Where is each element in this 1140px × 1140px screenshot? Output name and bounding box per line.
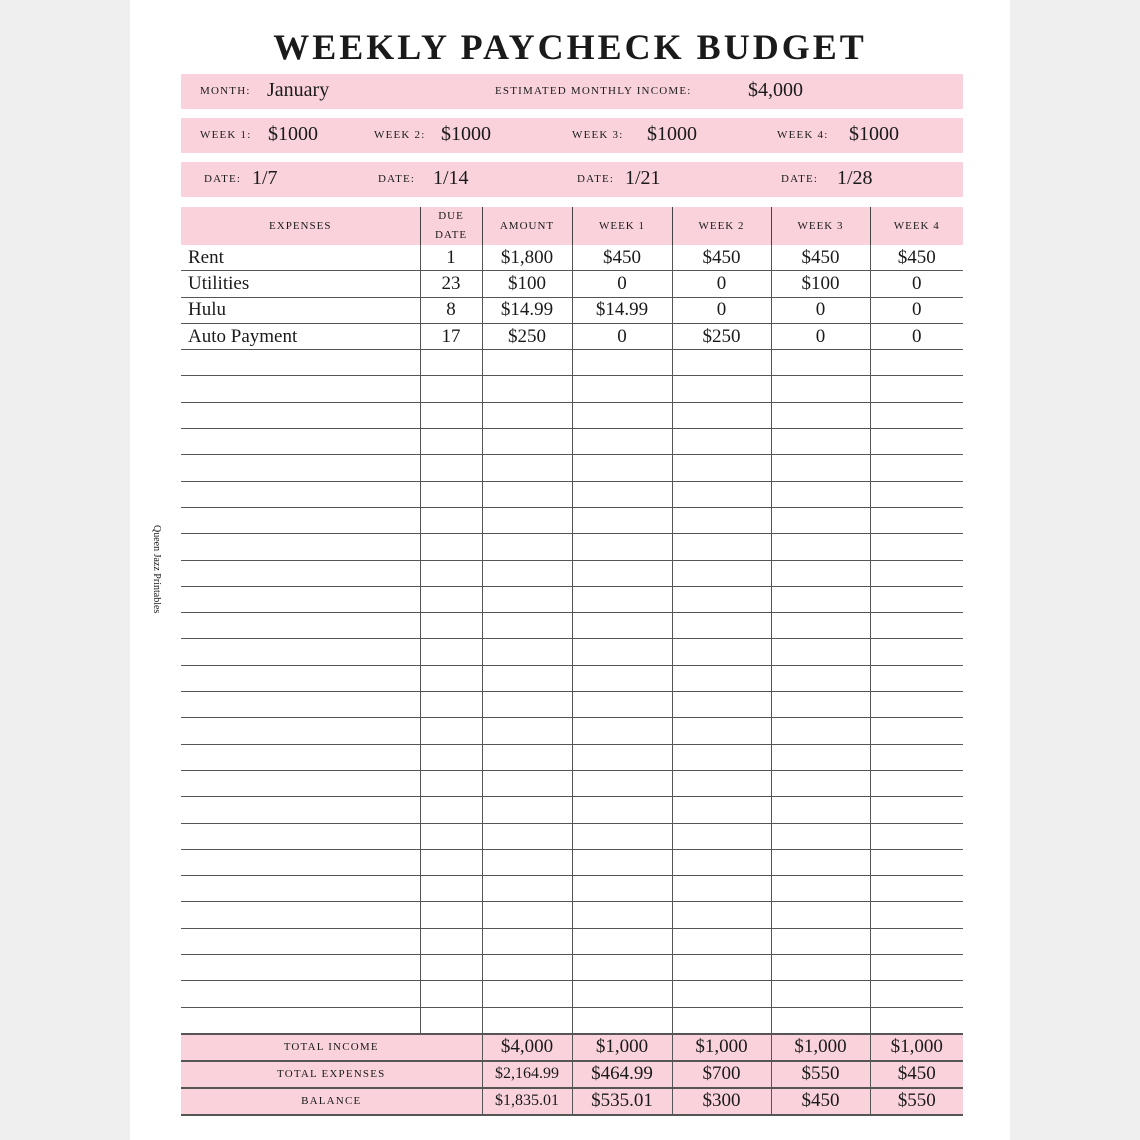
table-cell[interactable]: $14.99 (482, 297, 572, 323)
empty-cell[interactable] (482, 981, 572, 1007)
totals-value[interactable]: $700 (672, 1061, 771, 1088)
empty-cell[interactable] (870, 823, 963, 849)
empty-cell[interactable] (482, 507, 572, 533)
empty-expense-row (181, 692, 963, 718)
empty-cell[interactable] (870, 507, 963, 533)
empty-cell[interactable] (181, 402, 420, 428)
empty-cell[interactable] (482, 718, 572, 744)
empty-cell[interactable] (572, 613, 672, 639)
table-cell[interactable]: Utilities (181, 271, 420, 297)
week4-value[interactable]: $1000 (849, 123, 899, 145)
empty-cell[interactable] (870, 402, 963, 428)
empty-cell[interactable] (672, 692, 771, 718)
totals-value[interactable]: $1,000 (771, 1034, 870, 1061)
empty-cell[interactable] (771, 586, 870, 612)
empty-cell[interactable] (672, 770, 771, 796)
empty-cell[interactable] (181, 902, 420, 928)
table-cell[interactable]: $14.99 (572, 297, 672, 323)
column-header: WEEK 4 (870, 207, 963, 245)
empty-expense-row (181, 350, 963, 376)
empty-expense-row (181, 376, 963, 402)
empty-cell[interactable] (482, 823, 572, 849)
totals-row (181, 1034, 963, 1061)
empty-cell[interactable] (420, 429, 482, 455)
empty-cell[interactable] (420, 665, 482, 691)
empty-cell[interactable] (771, 876, 870, 902)
empty-cell[interactable] (572, 928, 672, 954)
empty-cell[interactable] (420, 876, 482, 902)
empty-cell[interactable] (420, 955, 482, 981)
empty-cell[interactable] (870, 350, 963, 376)
empty-cell[interactable] (771, 560, 870, 586)
table-cell[interactable]: 0 (771, 297, 870, 323)
empty-expense-row (181, 507, 963, 533)
empty-cell[interactable] (181, 507, 420, 533)
column-header: DUE DATE (420, 207, 482, 245)
totals-value[interactable]: $550 (870, 1088, 963, 1115)
empty-cell[interactable] (572, 534, 672, 560)
empty-expense-row (181, 613, 963, 639)
empty-cell[interactable] (482, 402, 572, 428)
totals-value[interactable]: $4,000 (482, 1034, 572, 1061)
empty-cell[interactable] (870, 429, 963, 455)
empty-cell[interactable] (771, 376, 870, 402)
table-cell[interactable]: 0 (870, 271, 963, 297)
empty-cell[interactable] (870, 902, 963, 928)
empty-cell[interactable] (870, 770, 963, 796)
empty-cell[interactable] (420, 455, 482, 481)
totals-value[interactable]: $2,164.99 (482, 1061, 572, 1088)
income-value[interactable]: $4,000 (748, 79, 803, 101)
empty-expense-row (181, 402, 963, 428)
week3-value[interactable]: $1000 (647, 123, 697, 145)
empty-cell[interactable] (181, 770, 420, 796)
empty-cell[interactable] (420, 560, 482, 586)
empty-cell[interactable] (482, 534, 572, 560)
week4-label: WEEK 4: (777, 129, 829, 141)
table-cell[interactable]: 23 (420, 271, 482, 297)
empty-cell[interactable] (181, 481, 420, 507)
empty-cell[interactable] (870, 876, 963, 902)
empty-cell[interactable] (572, 376, 672, 402)
table-cell[interactable]: Rent (181, 245, 420, 271)
empty-cell[interactable] (420, 507, 482, 533)
empty-cell[interactable] (870, 586, 963, 612)
table-cell[interactable]: 0 (870, 323, 963, 349)
empty-cell[interactable] (181, 1007, 420, 1034)
empty-cell[interactable] (181, 849, 420, 875)
empty-expense-row (181, 797, 963, 823)
month-income-band (181, 74, 963, 109)
date2-label: DATE: (378, 173, 416, 185)
empty-cell[interactable] (482, 586, 572, 612)
empty-cell[interactable] (572, 876, 672, 902)
empty-cell[interactable] (870, 376, 963, 402)
empty-cell[interactable] (672, 376, 771, 402)
empty-cell[interactable] (771, 981, 870, 1007)
empty-cell[interactable] (870, 718, 963, 744)
empty-cell[interactable] (572, 455, 672, 481)
empty-cell[interactable] (420, 692, 482, 718)
expense-row (181, 297, 963, 323)
empty-cell[interactable] (771, 902, 870, 928)
empty-cell[interactable] (572, 718, 672, 744)
empty-cell[interactable] (420, 849, 482, 875)
totals-value[interactable]: $450 (771, 1088, 870, 1115)
income-label: ESTIMATED MONTHLY INCOME: (495, 85, 692, 97)
empty-cell[interactable] (420, 902, 482, 928)
empty-cell[interactable] (420, 350, 482, 376)
empty-cell[interactable] (420, 402, 482, 428)
empty-cell[interactable] (181, 429, 420, 455)
empty-cell[interactable] (572, 744, 672, 770)
empty-expense-row (181, 744, 963, 770)
empty-cell[interactable] (420, 770, 482, 796)
empty-cell[interactable] (771, 455, 870, 481)
totals-value[interactable]: $300 (672, 1088, 771, 1115)
empty-cell[interactable] (181, 718, 420, 744)
totals-row (181, 1061, 963, 1088)
empty-cell[interactable] (482, 560, 572, 586)
empty-cell[interactable] (572, 481, 672, 507)
empty-cell[interactable] (572, 823, 672, 849)
week1-label: WEEK 1: (200, 129, 252, 141)
empty-cell[interactable] (420, 376, 482, 402)
empty-cell[interactable] (420, 639, 482, 665)
empty-expense-row (181, 481, 963, 507)
empty-cell[interactable] (482, 744, 572, 770)
empty-cell[interactable] (870, 455, 963, 481)
empty-expense-row (181, 770, 963, 796)
empty-cell[interactable] (870, 534, 963, 560)
empty-cell[interactable] (572, 692, 672, 718)
expense-row (181, 245, 963, 271)
empty-expense-row (181, 849, 963, 875)
empty-cell[interactable] (672, 744, 771, 770)
totals-value[interactable]: $464.99 (572, 1061, 672, 1088)
totals-row (181, 1088, 963, 1115)
empty-cell[interactable] (181, 613, 420, 639)
date1-label: DATE: (204, 173, 242, 185)
empty-expense-row (181, 586, 963, 612)
empty-cell[interactable] (771, 507, 870, 533)
empty-cell[interactable] (482, 955, 572, 981)
column-header: EXPENSES (181, 207, 420, 245)
empty-cell[interactable] (181, 981, 420, 1007)
empty-cell[interactable] (420, 534, 482, 560)
totals-value[interactable]: $1,000 (672, 1034, 771, 1061)
empty-cell[interactable] (572, 350, 672, 376)
empty-cell[interactable] (771, 849, 870, 875)
month-label: MONTH: (200, 85, 251, 97)
table-cell[interactable]: $250 (482, 323, 572, 349)
empty-cell[interactable] (771, 797, 870, 823)
empty-cell[interactable] (181, 744, 420, 770)
empty-cell[interactable] (420, 823, 482, 849)
empty-cell[interactable] (672, 849, 771, 875)
table-cell[interactable]: $450 (672, 245, 771, 271)
empty-cell[interactable] (572, 429, 672, 455)
empty-cell[interactable] (771, 534, 870, 560)
week1-value[interactable]: $1000 (268, 123, 318, 145)
empty-cell[interactable] (420, 797, 482, 823)
empty-cell[interactable] (482, 613, 572, 639)
empty-cell[interactable] (572, 849, 672, 875)
empty-cell[interactable] (181, 639, 420, 665)
empty-cell[interactable] (482, 350, 572, 376)
empty-cell[interactable] (672, 429, 771, 455)
empty-cell[interactable] (771, 481, 870, 507)
empty-cell[interactable] (181, 928, 420, 954)
table-cell[interactable]: 0 (572, 271, 672, 297)
empty-cell[interactable] (672, 402, 771, 428)
empty-cell[interactable] (572, 507, 672, 533)
empty-cell[interactable] (771, 1007, 870, 1034)
empty-expense-row (181, 981, 963, 1007)
totals-label: TOTAL EXPENSES (181, 1061, 482, 1088)
week3-label: WEEK 3: (572, 129, 624, 141)
empty-cell[interactable] (482, 481, 572, 507)
empty-cell[interactable] (181, 560, 420, 586)
weekly-income-band (181, 118, 963, 153)
expenses-table (181, 207, 963, 1116)
table-cell[interactable]: $450 (870, 245, 963, 271)
table-cell[interactable]: 8 (420, 297, 482, 323)
date1-value[interactable]: 1/7 (252, 167, 278, 189)
budget-page (130, 0, 1010, 1140)
empty-cell[interactable] (870, 981, 963, 1007)
totals-value[interactable]: $450 (870, 1061, 963, 1088)
empty-cell[interactable] (771, 955, 870, 981)
empty-cell[interactable] (672, 665, 771, 691)
empty-cell[interactable] (181, 586, 420, 612)
table-cell[interactable]: 0 (870, 297, 963, 323)
empty-cell[interactable] (870, 481, 963, 507)
date3-label: DATE: (577, 173, 615, 185)
empty-cell[interactable] (870, 665, 963, 691)
table-cell[interactable]: Hulu (181, 297, 420, 323)
empty-cell[interactable] (181, 665, 420, 691)
empty-cell[interactable] (672, 876, 771, 902)
empty-expense-row (181, 560, 963, 586)
empty-cell[interactable] (870, 955, 963, 981)
column-header: WEEK 3 (771, 207, 870, 245)
table-cell[interactable]: 0 (572, 323, 672, 349)
empty-cell[interactable] (420, 481, 482, 507)
dates-band (181, 162, 963, 197)
table-cell[interactable]: Auto Payment (181, 323, 420, 349)
empty-cell[interactable] (771, 744, 870, 770)
table-header-row (181, 207, 963, 245)
empty-cell[interactable] (420, 613, 482, 639)
empty-cell[interactable] (672, 507, 771, 533)
empty-cell[interactable] (572, 955, 672, 981)
empty-cell[interactable] (771, 928, 870, 954)
empty-cell[interactable] (181, 823, 420, 849)
empty-cell[interactable] (870, 928, 963, 954)
totals-value[interactable]: $535.01 (572, 1088, 672, 1115)
empty-cell[interactable] (420, 928, 482, 954)
month-value[interactable]: January (267, 79, 330, 101)
empty-cell[interactable] (771, 692, 870, 718)
empty-cell[interactable] (482, 455, 572, 481)
empty-cell[interactable] (672, 797, 771, 823)
empty-cell[interactable] (420, 718, 482, 744)
table-cell[interactable]: $250 (672, 323, 771, 349)
empty-cell[interactable] (771, 718, 870, 744)
empty-expense-row (181, 1007, 963, 1034)
empty-cell[interactable] (672, 560, 771, 586)
empty-cell[interactable] (771, 613, 870, 639)
empty-cell[interactable] (181, 876, 420, 902)
empty-cell[interactable] (572, 665, 672, 691)
empty-cell[interactable] (672, 902, 771, 928)
empty-cell[interactable] (181, 455, 420, 481)
empty-cell[interactable] (672, 1007, 771, 1034)
totals-label: BALANCE (181, 1088, 482, 1115)
empty-expense-row (181, 639, 963, 665)
empty-cell[interactable] (870, 1007, 963, 1034)
empty-expense-row (181, 665, 963, 691)
empty-cell[interactable] (870, 639, 963, 665)
empty-cell[interactable] (870, 613, 963, 639)
empty-cell[interactable] (870, 744, 963, 770)
date3-value[interactable]: 1/21 (625, 167, 661, 189)
empty-cell[interactable] (482, 928, 572, 954)
column-header: AMOUNT (482, 207, 572, 245)
empty-cell[interactable] (672, 639, 771, 665)
table-cell[interactable]: $1,800 (482, 245, 572, 271)
date2-value[interactable]: 1/14 (433, 167, 469, 189)
empty-cell[interactable] (572, 981, 672, 1007)
totals-value[interactable]: $1,000 (870, 1034, 963, 1061)
table-cell[interactable]: 1 (420, 245, 482, 271)
empty-cell[interactable] (572, 770, 672, 796)
week2-value[interactable]: $1000 (441, 123, 491, 145)
empty-cell[interactable] (672, 534, 771, 560)
empty-cell[interactable] (672, 455, 771, 481)
table-cell[interactable]: $100 (482, 271, 572, 297)
empty-cell[interactable] (771, 350, 870, 376)
empty-cell[interactable] (672, 350, 771, 376)
date4-label: DATE: (781, 173, 819, 185)
empty-cell[interactable] (181, 955, 420, 981)
empty-expense-row (181, 876, 963, 902)
table-cell[interactable]: $450 (572, 245, 672, 271)
empty-cell[interactable] (482, 639, 572, 665)
empty-cell[interactable] (870, 797, 963, 823)
empty-cell[interactable] (482, 1007, 572, 1034)
expense-row (181, 271, 963, 297)
empty-expense-row (181, 429, 963, 455)
empty-cell[interactable] (482, 376, 572, 402)
empty-cell[interactable] (771, 665, 870, 691)
empty-cell[interactable] (572, 902, 672, 928)
empty-cell[interactable] (482, 429, 572, 455)
page-title: WEEKLY PAYCHECK BUDGET (273, 27, 867, 67)
table-cell[interactable]: $100 (771, 271, 870, 297)
empty-cell[interactable] (181, 350, 420, 376)
empty-cell[interactable] (181, 534, 420, 560)
empty-cell[interactable] (572, 639, 672, 665)
empty-cell[interactable] (420, 586, 482, 612)
table-cell[interactable]: 0 (672, 271, 771, 297)
empty-cell[interactable] (870, 692, 963, 718)
empty-cell[interactable] (771, 770, 870, 796)
table-cell[interactable]: 0 (672, 297, 771, 323)
table-cell[interactable]: 0 (771, 323, 870, 349)
empty-cell[interactable] (672, 955, 771, 981)
expense-row (181, 323, 963, 349)
empty-cell[interactable] (482, 692, 572, 718)
empty-cell[interactable] (672, 481, 771, 507)
totals-value[interactable]: $1,835.01 (482, 1088, 572, 1115)
empty-cell[interactable] (672, 586, 771, 612)
empty-expense-row (181, 928, 963, 954)
empty-cell[interactable] (482, 797, 572, 823)
empty-cell[interactable] (482, 665, 572, 691)
empty-cell[interactable] (771, 823, 870, 849)
empty-cell[interactable] (572, 797, 672, 823)
empty-cell[interactable] (482, 849, 572, 875)
brand-watermark: Queen Jazz Printables (151, 525, 162, 614)
empty-expense-row (181, 534, 963, 560)
empty-cell[interactable] (672, 718, 771, 744)
empty-cell[interactable] (672, 981, 771, 1007)
empty-cell[interactable] (672, 613, 771, 639)
empty-cell[interactable] (181, 797, 420, 823)
empty-expense-row (181, 455, 963, 481)
empty-cell[interactable] (771, 429, 870, 455)
empty-expense-row (181, 718, 963, 744)
empty-cell[interactable] (572, 560, 672, 586)
week2-label: WEEK 2: (374, 129, 426, 141)
empty-cell[interactable] (771, 639, 870, 665)
totals-label: TOTAL INCOME (181, 1034, 482, 1061)
empty-cell[interactable] (572, 1007, 672, 1034)
totals-value[interactable]: $550 (771, 1061, 870, 1088)
column-header: WEEK 2 (672, 207, 771, 245)
empty-cell[interactable] (572, 586, 672, 612)
table-cell[interactable]: $450 (771, 245, 870, 271)
empty-cell[interactable] (672, 823, 771, 849)
empty-cell[interactable] (420, 1007, 482, 1034)
empty-cell[interactable] (870, 560, 963, 586)
empty-cell[interactable] (672, 928, 771, 954)
empty-cell[interactable] (771, 402, 870, 428)
empty-cell[interactable] (420, 981, 482, 1007)
empty-cell[interactable] (181, 692, 420, 718)
column-header: WEEK 1 (572, 207, 672, 245)
empty-expense-row (181, 902, 963, 928)
empty-cell[interactable] (482, 770, 572, 796)
empty-cell[interactable] (482, 902, 572, 928)
empty-cell[interactable] (482, 876, 572, 902)
empty-expense-row (181, 955, 963, 981)
empty-cell[interactable] (181, 376, 420, 402)
table-cell[interactable]: 17 (420, 323, 482, 349)
date4-value[interactable]: 1/28 (837, 167, 873, 189)
totals-value[interactable]: $1,000 (572, 1034, 672, 1061)
empty-expense-row (181, 823, 963, 849)
empty-cell[interactable] (572, 402, 672, 428)
empty-cell[interactable] (420, 744, 482, 770)
empty-cell[interactable] (870, 849, 963, 875)
